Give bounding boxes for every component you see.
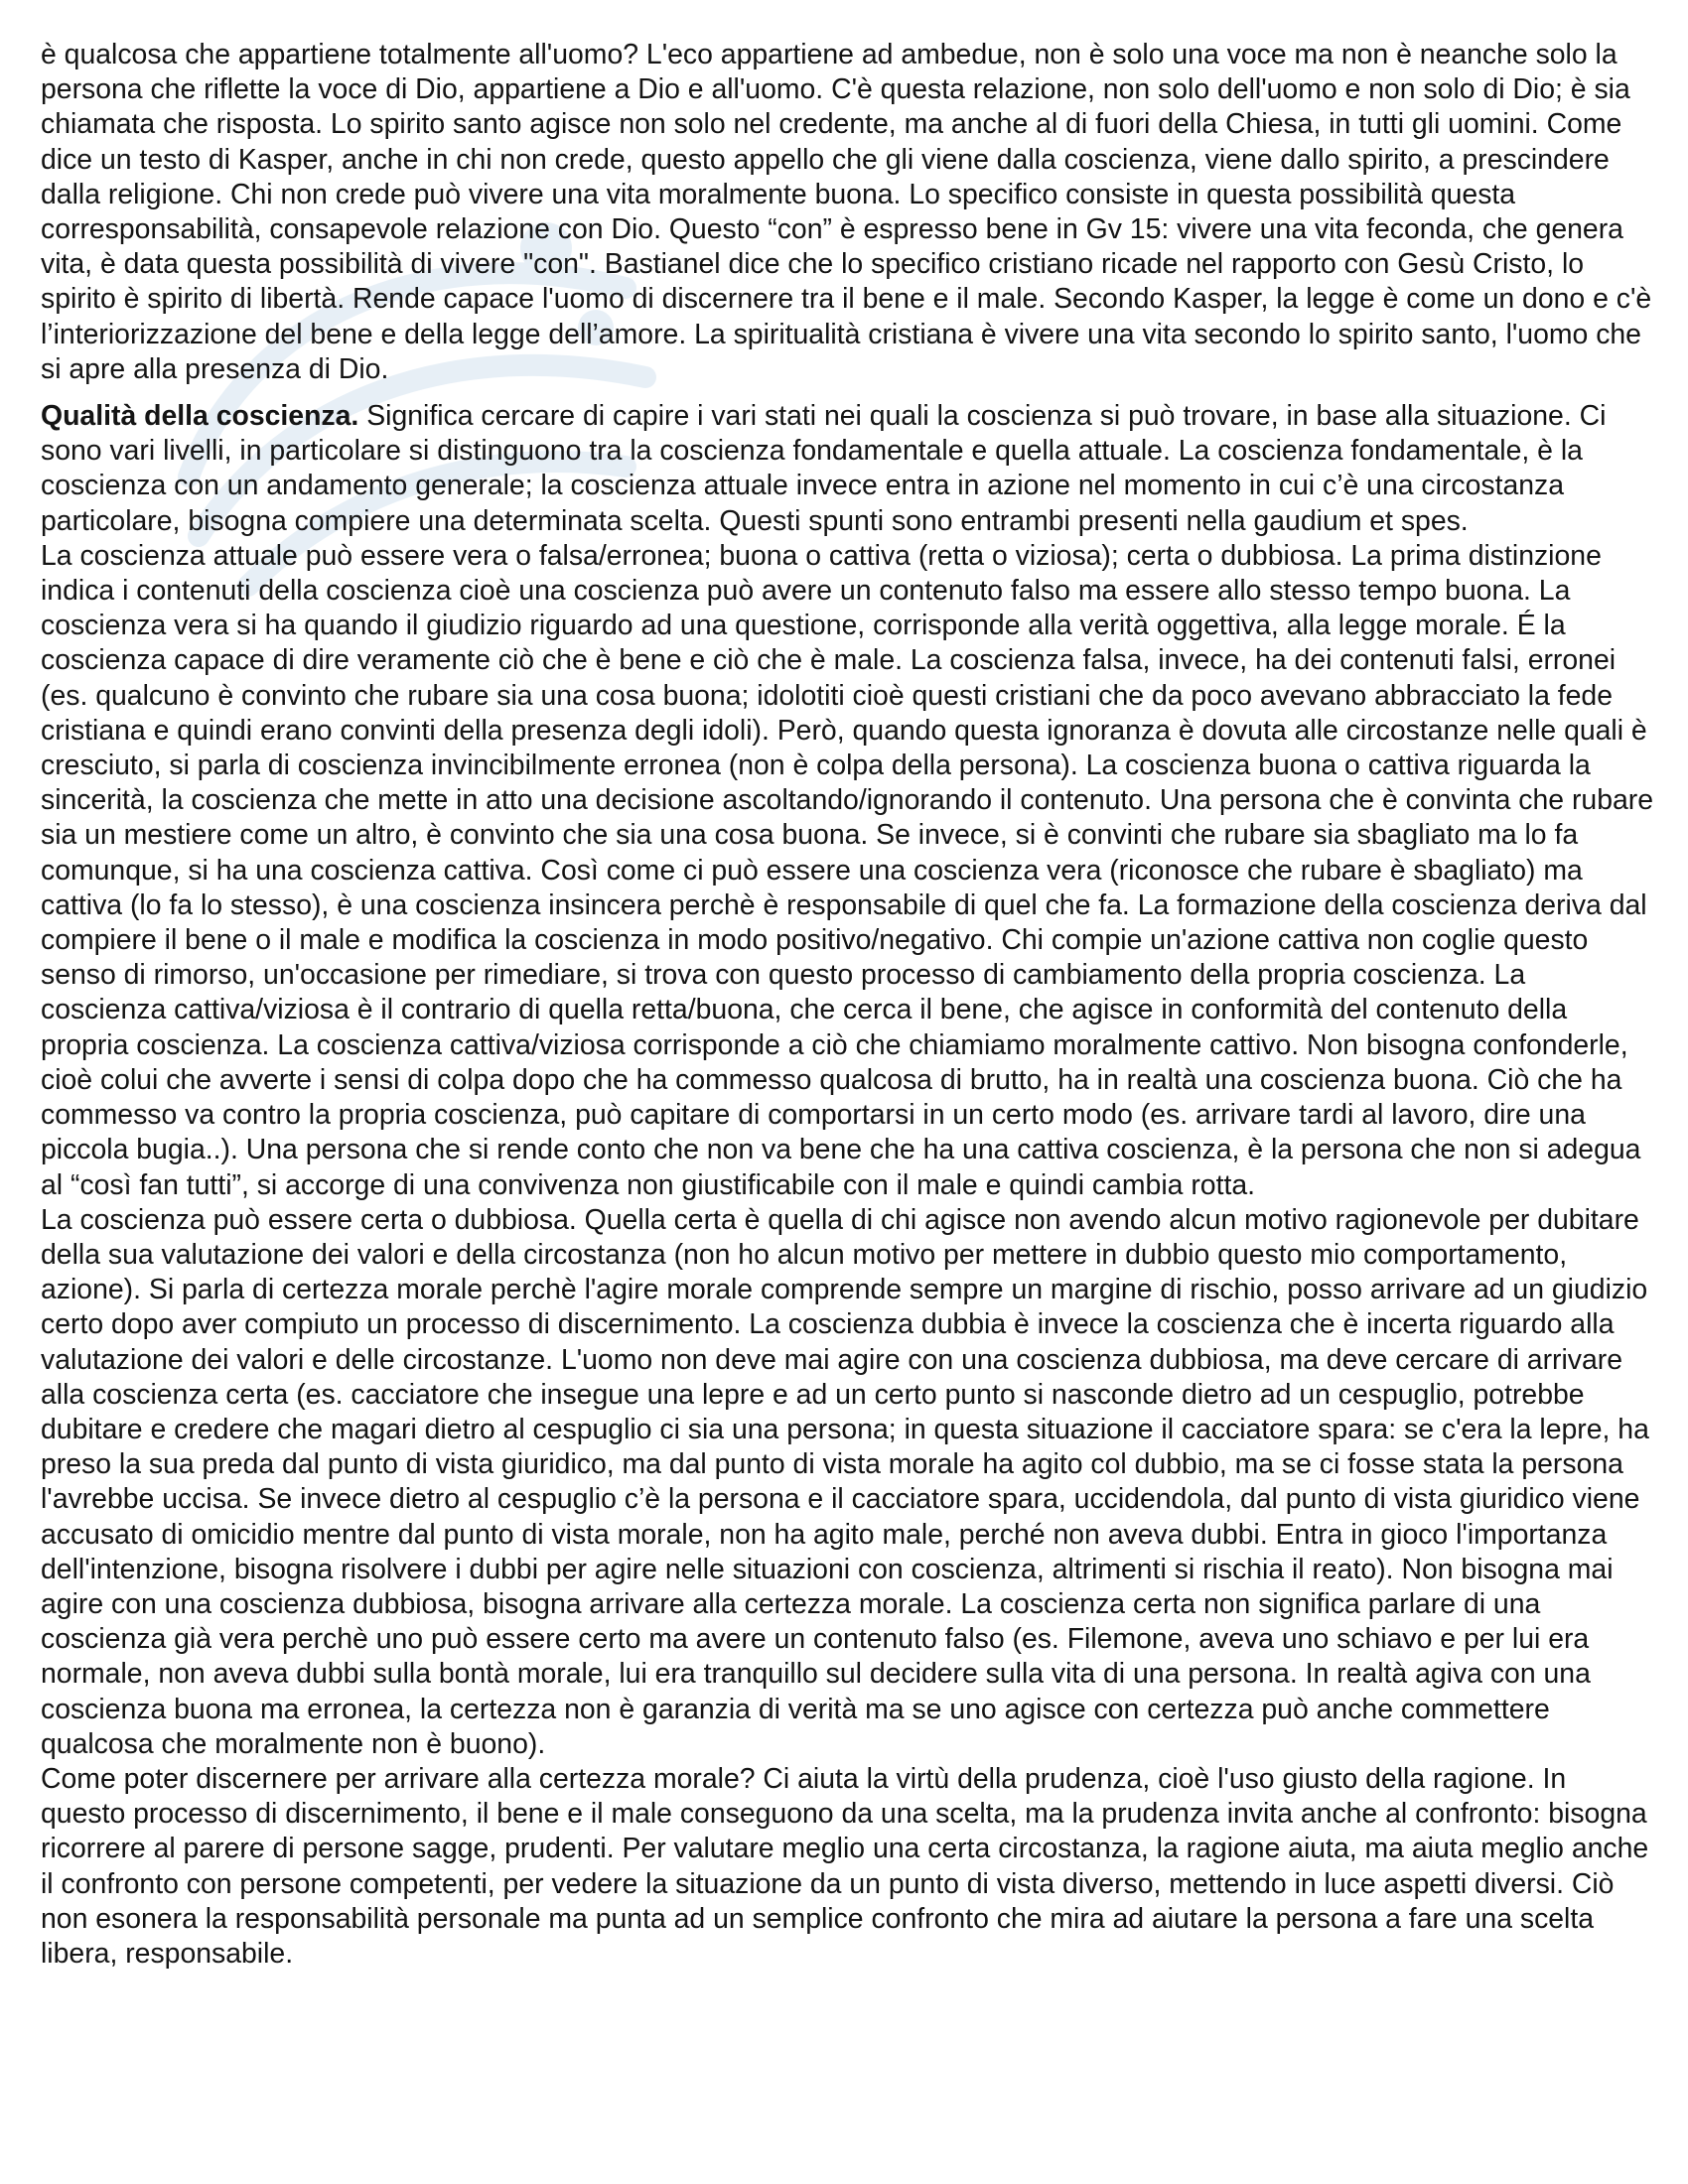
paragraph: Come poter discernere per arrivare alla certezza morale? Ci aiuta la virtù della prudenza, cioè l'uso giusto della ragione. In questo processo di discernimento, il bene e il male conseguono da una scelta, ma la prudenza invita anche al confronto: bisogna ricorrere al parere di persone sagge, prudenti. Per valutare meglio una certa circostanza, la ragione aiuta, ma aiuta meglio anche il confronto con persone competenti, per vedere la situazione da un punto di vista diverso, mettendo in luce aspetti diversi. Ciò non esonera la responsabilità personale ma punta ad un semplice confronto che mira ad aiutare la persona a fare una scelta libera, responsabile. (41, 1762, 1649, 1970)
document-body (41, 38, 1654, 1972)
paragraph-with-heading (41, 399, 1654, 539)
paragraph: La coscienza attuale può essere vera o falsa/erronea; buona o cattiva (retta o viziosa); certa o dubbiosa. La prima distinzione indica i contenuti della coscienza cioè una coscienza può avere un contenuto falso ma essere allo stesso tempo buona. La coscienza vera si ha quando il giudizio riguardo ad una questione, corrisponde alla verità oggettiva, alla legge morale. É la coscienza capace di dire veramente ciò che è bene e ciò che è male. La coscienza falsa, invece, ha dei contenuti falsi, erronei (es. qualcuno è convinto che rubare sia una cosa buona; idolotiti cioè questi cristiani che da poco avevano abbracciato la fede cristiana e quindi erano convinti della presenza degli idoli). Però, quando questa ignoranza è dovuta alle circostanze nelle quali è cresciuto, si parla di coscienza invincibilmente erronea (non è colpa della persona). La coscienza buona o cattiva riguarda la sincerità, la coscienza che mette in atto una decisione ascoltando/ignorando il contenuto. Una persona che è convinta che rubare sia un mestiere come un altro, è convinto che sia una cosa buona. Se invece, si è convinti che rubare sia sbagliato ma lo fa comunque, si ha una coscienza cattiva. Così come ci può essere una coscienza vera (riconosce che rubare è sbagliato) ma cattiva (lo fa lo stesso), è una coscienza insincera perchè è responsabile di quel che fa. La formazione della coscienza deriva dal compiere il bene o il male e modifica la coscienza in modo positivo/negativo. Chi compie un'azione cattiva non coglie questo senso di rimorso, un'occasione per rimediare, si trova con questo processo di cambiamento della propria coscienza. La coscienza cattiva/viziosa è il contrario di quella retta/buona, che cerca il bene, che agisce in conformità del contenuto della propria coscienza. La coscienza cattiva/viziosa corrisponde a ciò che chiamiamo moralmente cattivo. Non bisogna confonderle, cioè colui che avverte i sensi di colpa dopo che ha commesso qualcosa di brutto, ha in realtà una coscienza buona. Ciò che ha commesso va contro la propria coscienza, può capitare di comportarsi in un certo modo (es. arrivare tardi al lavoro, dire una piccola bugia..). Una persona che si rende conto che non va bene che ha una cattiva coscienza, è la persona che non si adegua al “così fan tutti”, si accorge di una convivenza non giustificabile con il male e quindi cambia rotta. (41, 539, 1654, 1201)
paragraph: è qualcosa che appartiene totalmente all'uomo? L'eco appartiene ad ambedue, non è solo una voce ma non è neanche solo la persona che riflette la voce di Dio, appartiene a Dio e all'uomo. C'è questa relazione, non solo dell'uomo e non solo di Dio; è sia chiamata che risposta. Lo spirito santo agisce non solo nel credente, ma anche al di fuori della Chiesa, in tutti gli uomini. Come dice un testo di Kasper, anche in chi non crede, questo appello che gli viene dalla coscienza, viene dallo spirito, a prescindere dalla religione. Chi non crede può vivere una vita moralmente buona. Lo specifico consiste in questa possibilità questa corresponsabilità, consapevole relazione con Dio. Questo “con” è espresso bene in Gv 15: vivere una vita feconda, che genera vita, è data questa possibilità di vivere "con". Bastianel dice che lo specifico cristiano ricade nel rapporto con Gesù Cristo, lo spirito è spirito di libertà. Rende capace l'uomo di discernere tra il bene e il male. Secondo Kasper, la legge è come un dono e c'è l’interiorizzazione del bene e della legge dell’amore. La spiritualità cristiana è vivere una vita secondo lo spirito santo, l'uomo che si apre alla presenza di Dio. (41, 39, 1652, 385)
paragraph-text: Significa cercare di capire i vari stati nei quali la coscienza si può trovare, in base alla situazione. Ci sono vari livelli, in particolare si distinguono tra la coscienza fondamentale e quella attuale. La coscienza fondamentale, è la coscienza con un andamento generale; la coscienza attuale invece entra in azione nel momento in cui c’è una circostanza particolare, bisogna compiere una determinata scelta. Questi spunti sono entrambi presenti nella gaudium et spes. (41, 400, 1607, 537)
section-heading: Qualità della coscienza. (41, 400, 359, 433)
paragraph: La coscienza può essere certa o dubbiosa. Quella certa è quella di chi agisce non avendo alcun motivo ragionevole per dubitare della sua valutazione dei valori e della circostanza (non ho alcun motivo per mettere in dubbio questo mio comportamento, azione). Si parla di certezza morale perchè l'agire morale comprende sempre un margine di rischio, posso arrivare ad un giudizio certo dopo aver compiuto un processo di discernimento. La coscienza dubbia è invece la coscienza che è incerta riguardo alla valutazione dei valori e delle circostanze. L'uomo non deve mai agire con una coscienza dubbiosa, ma deve cercare di arrivare alla coscienza certa (es. cacciatore che insegue una lepre e ad un certo punto si nasconde dietro ad un cespuglio, potrebbe dubitare e credere che magari dietro al cespuglio ci sia una persona; in questa situazione il cacciatore spara: se c'era la lepre, ha preso la sua preda dal punto di vista giuridico, ma dal punto di vista morale ha agito col dubbio, ma se ci fosse stata la persona l'avrebbe uccisa. Se invece dietro al cespuglio c’è la persona e il cacciatore spara, uccidendola, dal punto di vista giuridico viene accusato di omicidio mentre dal punto di vista morale, non ha agito male, perché non aveva dubbi. Entra in gioco l'importanza dell'intenzione, bisogna risolvere i dubbi per agire nelle situazioni con coscienza, altrimenti si rischia il reato). Non bisogna mai agire con una coscienza dubbiosa, bisogna arrivare alla certezza morale. La coscienza certa non significa parlare di una coscienza già vera perchè uno può essere certo ma avere un contenuto falso (es. Filemone, aveva uno schiavo e per lui era normale, non aveva dubbi sulla bontà morale, lui era tranquillo sul decidere sulla vita di una persona. In realtà agiva con una coscienza buona ma erronea, la certezza non è garanzia di verità ma se uno agisce con certezza può anche commettere qualcosa che moralmente non è buono). (41, 1203, 1649, 1760)
